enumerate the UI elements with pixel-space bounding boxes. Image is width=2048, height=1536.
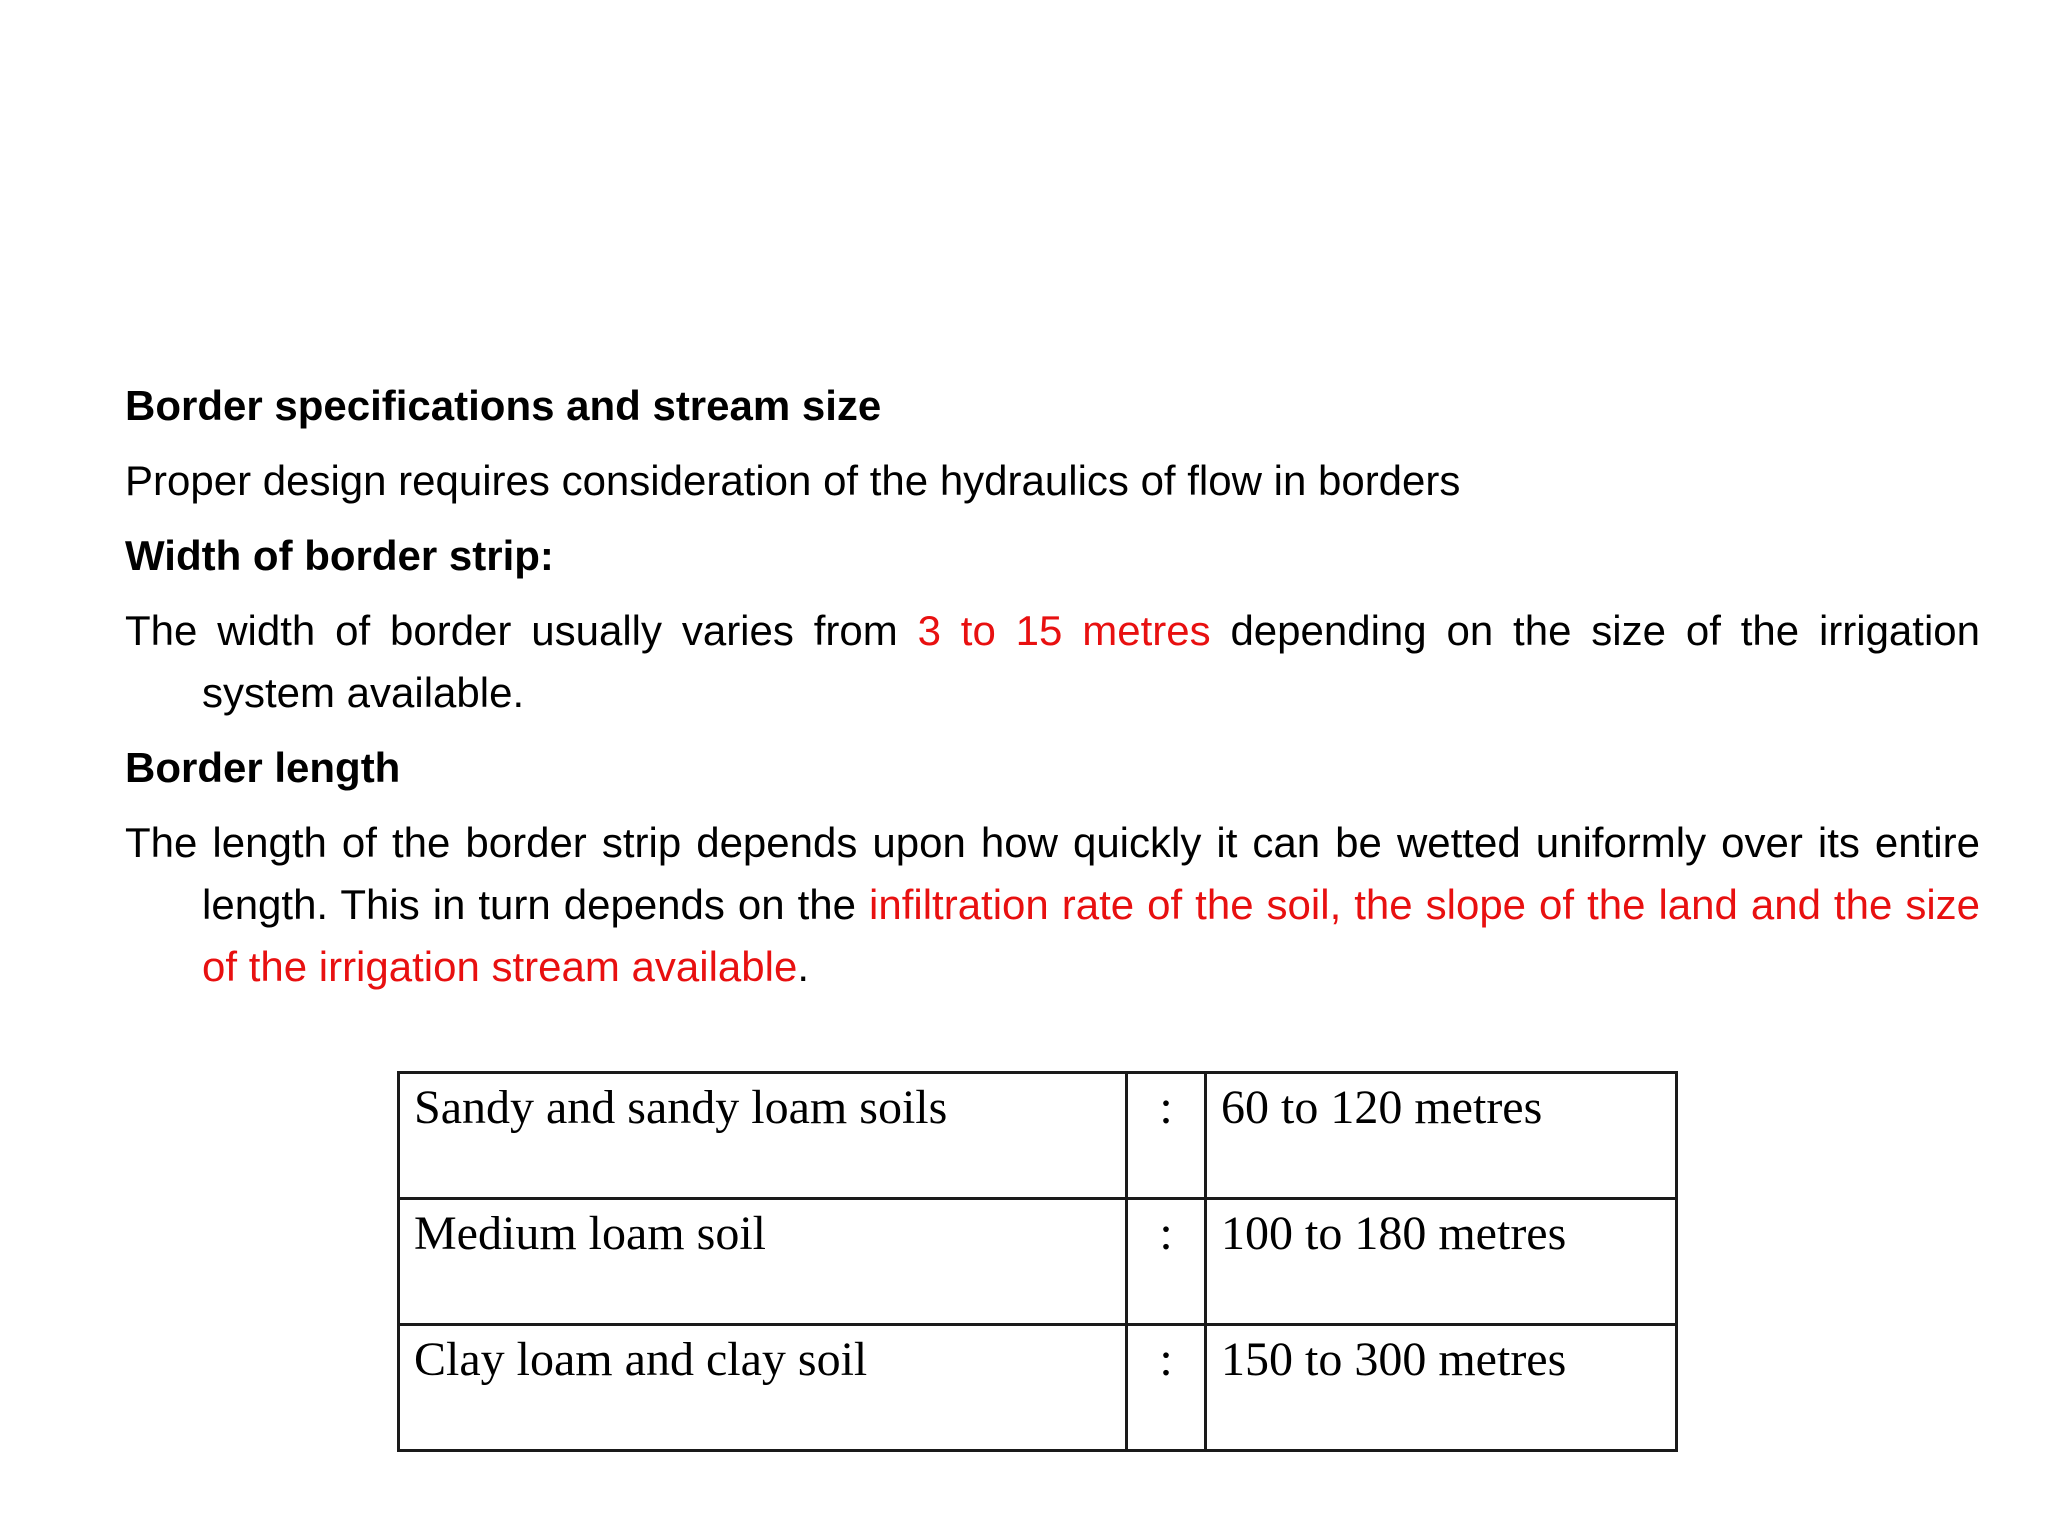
- length-text-after: .: [797, 943, 809, 990]
- soil-length-table: [397, 1071, 1678, 1452]
- heading-border-specifications: Border specifications and stream size: [125, 382, 882, 429]
- separator-cell: :: [1127, 1325, 1206, 1451]
- heading-width-of-border-strip: Width of border strip:: [125, 532, 554, 579]
- table-row: [399, 1325, 1677, 1451]
- length-range-cell: 60 to 120 metres: [1206, 1073, 1677, 1199]
- length-paragraph: [125, 812, 1980, 1012]
- length-range-cell: 150 to 300 metres: [1206, 1325, 1677, 1451]
- soil-type-cell: Sandy and sandy loam soils: [399, 1073, 1127, 1199]
- length-range-cell: 100 to 180 metres: [1206, 1199, 1677, 1325]
- length-text-before: The length of the border strip depends upon how quickly it can be wetted uniformly over its entire length. This in turn depends on the: [125, 819, 1980, 928]
- soil-type-cell: Medium loam soil: [399, 1199, 1127, 1325]
- length-highlight: infiltration rate of the soil, the slope of the land and the size of the irrigation stream available: [202, 881, 1981, 990]
- heading-border-length: Border length: [125, 744, 401, 791]
- intro-text: Proper design requires consideration of the hydraulics of flow in borders: [125, 457, 1461, 504]
- width-highlight: 3 to 15 metres: [917, 607, 1211, 654]
- width-text-before: The width of border usually varies from: [125, 607, 918, 654]
- slide-content: [125, 375, 1980, 1012]
- soil-length-table-wrap: [397, 1071, 1678, 1452]
- soil-type-cell: Clay loam and clay soil: [399, 1325, 1127, 1451]
- table-row: [399, 1073, 1677, 1199]
- width-paragraph: [125, 600, 1980, 737]
- separator-cell: :: [1127, 1073, 1206, 1199]
- table-row: [399, 1199, 1677, 1325]
- width-text-after: depending on the size of the irrigation system available.: [202, 607, 1981, 716]
- separator-cell: :: [1127, 1199, 1206, 1325]
